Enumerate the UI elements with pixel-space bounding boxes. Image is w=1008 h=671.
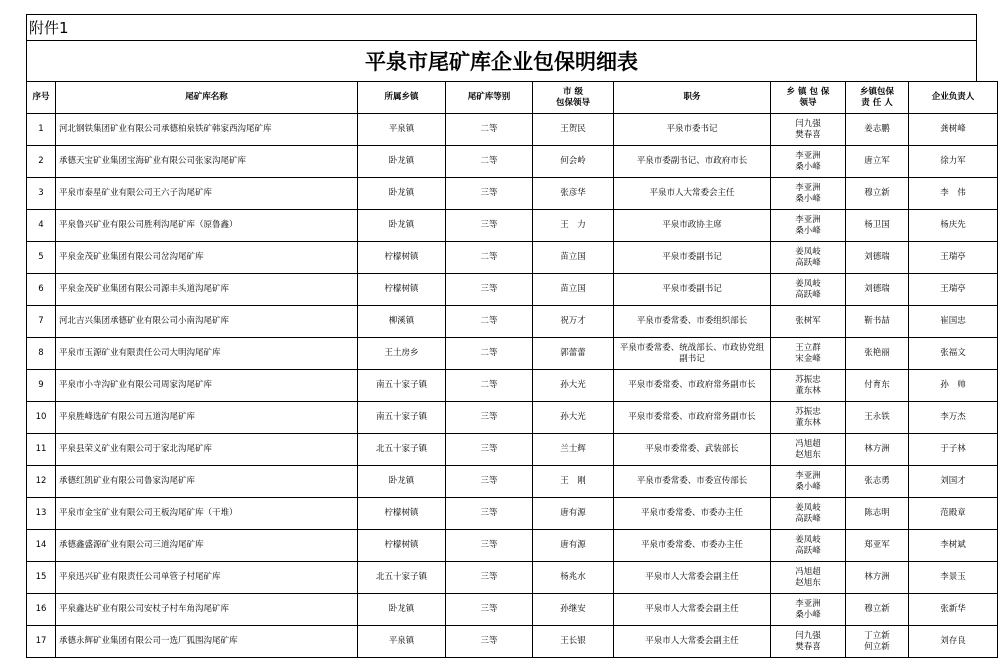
cell-duty: 平泉市委常委、市委办主任: [614, 498, 771, 530]
cell-name: 平泉市金宝矿业有限公司王板沟尾矿库（干堆）: [56, 498, 358, 530]
cell-seq: 11: [27, 434, 56, 466]
cell-owner: 崔国忠: [909, 306, 998, 338]
cell-grade: 三等: [446, 178, 533, 210]
cell-grade: 三等: [446, 466, 533, 498]
cell-town-leader: 闫九强 樊春喜: [771, 626, 846, 658]
cell-town-resp: 穆立新: [846, 178, 909, 210]
cell-grade: 二等: [446, 114, 533, 146]
cell-name: 平泉金茂矿业集团有限公司源丰头道沟尾矿库: [56, 274, 358, 306]
cell-seq: 7: [27, 306, 56, 338]
cell-city-leader: 王贺民: [533, 114, 614, 146]
cell-grade: 三等: [446, 562, 533, 594]
spreadsheet: [26, 14, 977, 658]
cell-name: 平泉市泰星矿业有限公司王六子沟尾矿库: [56, 178, 358, 210]
cell-owner: 李万杰: [909, 402, 998, 434]
cell-grade: 三等: [446, 498, 533, 530]
cell-seq: 8: [27, 338, 56, 370]
cell-name: 平泉迅兴矿业有限责任公司单管子村尾矿库: [56, 562, 358, 594]
cell-town-leader: 王立群 宋金峰: [771, 338, 846, 370]
cell-grade: 三等: [446, 210, 533, 242]
table-title: 平泉市尾矿库企业包保明细表: [26, 40, 977, 81]
table-row: [27, 594, 998, 626]
cell-town-leader: 姜凤岐 高跃峰: [771, 242, 846, 274]
cell-city-leader: 郭蕾蕾: [533, 338, 614, 370]
cell-town-leader: 姜凤岐 高跃峰: [771, 498, 846, 530]
cell-town-leader: 李亚洲 桑小峰: [771, 466, 846, 498]
cell-town-leader: 李亚洲 桑小峰: [771, 210, 846, 242]
cell-duty: 平泉市政协主席: [614, 210, 771, 242]
table-row: [27, 242, 998, 274]
cell-seq: 16: [27, 594, 56, 626]
cell-seq: 10: [27, 402, 56, 434]
cell-town-leader: 苏振忠 董东林: [771, 402, 846, 434]
cell-duty: 平泉市委常委、市委宣传部长: [614, 466, 771, 498]
cell-town: 平泉镇: [358, 114, 446, 146]
cell-city-leader: 王长银: [533, 626, 614, 658]
cell-grade: 二等: [446, 146, 533, 178]
cell-town-resp: 靳书喆: [846, 306, 909, 338]
cell-owner: 张新华: [909, 594, 998, 626]
cell-town: 卧龙镇: [358, 146, 446, 178]
table-row: [27, 402, 998, 434]
cell-seq: 17: [27, 626, 56, 658]
cell-city-leader: 王 刚: [533, 466, 614, 498]
cell-owner: 范殿章: [909, 498, 998, 530]
cell-city-leader: 张彦华: [533, 178, 614, 210]
cell-city-leader: 孙大光: [533, 370, 614, 402]
table-row: [27, 530, 998, 562]
cell-name: 平泉市小寺沟矿业有限公司周家沟尾矿库: [56, 370, 358, 402]
detail-table: [26, 81, 998, 658]
table-row: [27, 370, 998, 402]
cell-grade: 三等: [446, 274, 533, 306]
cell-seq: 12: [27, 466, 56, 498]
cell-owner: 龚树峰: [909, 114, 998, 146]
cell-name: 承德天宝矿业集团宝海矿业有限公司张家沟尾矿库: [56, 146, 358, 178]
header-city-leader: 市 级 包保领导: [533, 82, 614, 114]
cell-duty: 平泉市委常委、市政府常务副市长: [614, 370, 771, 402]
header-owner: 企业负责人: [909, 82, 998, 114]
table-row: [27, 114, 998, 146]
cell-town-resp: 穆立新: [846, 594, 909, 626]
cell-town-resp: 张志勇: [846, 466, 909, 498]
cell-town: 柠檬树镇: [358, 498, 446, 530]
cell-city-leader: 孙大光: [533, 402, 614, 434]
cell-owner: 李树斌: [909, 530, 998, 562]
cell-city-leader: 杨兆水: [533, 562, 614, 594]
cell-seq: 2: [27, 146, 56, 178]
cell-seq: 9: [27, 370, 56, 402]
cell-duty: 平泉市委副书记、市政府市长: [614, 146, 771, 178]
cell-grade: 三等: [446, 530, 533, 562]
cell-grade: 三等: [446, 626, 533, 658]
cell-owner: 刘国才: [909, 466, 998, 498]
cell-seq: 1: [27, 114, 56, 146]
cell-name: 平泉胜峰选矿有限公司五道沟尾矿库: [56, 402, 358, 434]
cell-name: 平泉县荣义矿业有限公司于家北沟尾矿库: [56, 434, 358, 466]
cell-name: 平泉鑫达矿业有限公司安杖子村车角沟尾矿库: [56, 594, 358, 626]
cell-duty: 平泉市人大常委会主任: [614, 178, 771, 210]
cell-seq: 15: [27, 562, 56, 594]
cell-town-leader: 冯旭超 赵旭东: [771, 562, 846, 594]
cell-owner: 张福文: [909, 338, 998, 370]
header-name: 尾矿库名称: [56, 82, 358, 114]
cell-owner: 刘存良: [909, 626, 998, 658]
cell-owner: 于子林: [909, 434, 998, 466]
cell-town-resp: 王永铁: [846, 402, 909, 434]
cell-grade: 二等: [446, 338, 533, 370]
cell-town: 柳溪镇: [358, 306, 446, 338]
cell-town-resp: 郑亚军: [846, 530, 909, 562]
cell-seq: 3: [27, 178, 56, 210]
cell-grade: 二等: [446, 370, 533, 402]
cell-grade: 三等: [446, 402, 533, 434]
cell-town-resp: 唐立军: [846, 146, 909, 178]
table-row: [27, 562, 998, 594]
cell-name: 承德红凯矿业有限公司鲁家沟尾矿库: [56, 466, 358, 498]
cell-town: 卧龙镇: [358, 178, 446, 210]
cell-town: 卧龙镇: [358, 466, 446, 498]
cell-town-leader: 苏振忠 董东林: [771, 370, 846, 402]
cell-town: 柠檬树镇: [358, 242, 446, 274]
cell-name: 平泉市玉源矿业有限责任公司大明沟尾矿库: [56, 338, 358, 370]
cell-town-resp: 陈志明: [846, 498, 909, 530]
header-grade: 尾矿库等别: [446, 82, 533, 114]
cell-city-leader: 苗立国: [533, 242, 614, 274]
cell-owner: 杨庆先: [909, 210, 998, 242]
cell-duty: 平泉市委常委、武装部长: [614, 434, 771, 466]
cell-city-leader: 唐有源: [533, 498, 614, 530]
table-row: [27, 146, 998, 178]
cell-town: 北五十家子镇: [358, 434, 446, 466]
cell-name: 平泉金茂矿业集团有限公司岔沟尾矿库: [56, 242, 358, 274]
cell-town-leader: 李亚洲 桑小峰: [771, 146, 846, 178]
table-row: [27, 338, 998, 370]
cell-duty: 平泉市人大常委会副主任: [614, 562, 771, 594]
cell-town-resp: 姜志鹏: [846, 114, 909, 146]
cell-town-leader: 张树军: [771, 306, 846, 338]
cell-name: 承德永辉矿业集团有限公司一选厂狐围沟尾矿库: [56, 626, 358, 658]
cell-town: 柠檬树镇: [358, 274, 446, 306]
cell-duty: 平泉市委常委、市委办主任: [614, 530, 771, 562]
cell-duty: 平泉市人大常委会副主任: [614, 626, 771, 658]
cell-city-leader: 王 力: [533, 210, 614, 242]
attachment-label: 附件1: [26, 14, 977, 40]
cell-town: 柠檬树镇: [358, 530, 446, 562]
cell-town-leader: 李亚洲 桑小峰: [771, 594, 846, 626]
cell-town: 南五十家子镇: [358, 402, 446, 434]
cell-grade: 二等: [446, 242, 533, 274]
cell-name: 河北吉兴集团承德矿业有限公司小南沟尾矿库: [56, 306, 358, 338]
cell-duty: 平泉市委常委、市政府常务副市长: [614, 402, 771, 434]
cell-town-leader: 冯旭超 赵旭东: [771, 434, 846, 466]
table-row: [27, 434, 998, 466]
cell-grade: 三等: [446, 434, 533, 466]
cell-town-resp: 刘德瑞: [846, 242, 909, 274]
cell-duty: 平泉市人大常委会副主任: [614, 594, 771, 626]
cell-seq: 13: [27, 498, 56, 530]
cell-city-leader: 何会岭: [533, 146, 614, 178]
cell-town-resp: 杨卫国: [846, 210, 909, 242]
cell-town-resp: 付育东: [846, 370, 909, 402]
header-seq: 序号: [27, 82, 56, 114]
cell-name: 承德鑫盛源矿业有限公司三道沟尾矿库: [56, 530, 358, 562]
cell-owner: 李景玉: [909, 562, 998, 594]
cell-town-leader: 姜凤岐 高跃峰: [771, 274, 846, 306]
cell-town-leader: 李亚洲 桑小峰: [771, 178, 846, 210]
cell-seq: 4: [27, 210, 56, 242]
cell-city-leader: 孙继安: [533, 594, 614, 626]
cell-town-leader: 闫九强 樊春喜: [771, 114, 846, 146]
cell-grade: 二等: [446, 306, 533, 338]
cell-town-leader: 姜凤岐 高跃峰: [771, 530, 846, 562]
header-town-leader: 乡 镇 包 保 领导: [771, 82, 846, 114]
cell-town: 北五十家子镇: [358, 562, 446, 594]
cell-owner: 孙 帅: [909, 370, 998, 402]
table-row: [27, 210, 998, 242]
table-row: [27, 274, 998, 306]
cell-city-leader: 兰士辉: [533, 434, 614, 466]
cell-town-resp: 刘德瑞: [846, 274, 909, 306]
cell-seq: 14: [27, 530, 56, 562]
header-duty: 职务: [614, 82, 771, 114]
cell-owner: 李 伟: [909, 178, 998, 210]
header-row: [27, 82, 998, 114]
cell-town: 王土房乡: [358, 338, 446, 370]
cell-town: 卧龙镇: [358, 210, 446, 242]
cell-owner: 王瑞亭: [909, 274, 998, 306]
cell-duty: 平泉市委常委、市委组织部长: [614, 306, 771, 338]
cell-city-leader: 苗立国: [533, 274, 614, 306]
cell-owner: 王瑞亭: [909, 242, 998, 274]
cell-duty: 平泉市委副书记: [614, 242, 771, 274]
cell-town-resp: 丁立新 何立新: [846, 626, 909, 658]
table-row: [27, 626, 998, 658]
cell-town: 卧龙镇: [358, 594, 446, 626]
cell-town: 南五十家子镇: [358, 370, 446, 402]
cell-city-leader: 唐有源: [533, 530, 614, 562]
header-town: 所属乡镇: [358, 82, 446, 114]
table-row: [27, 498, 998, 530]
cell-duty: 平泉市委副书记: [614, 274, 771, 306]
cell-town: 平泉镇: [358, 626, 446, 658]
table-row: [27, 178, 998, 210]
cell-seq: 5: [27, 242, 56, 274]
cell-town-resp: 林方洲: [846, 562, 909, 594]
cell-grade: 三等: [446, 594, 533, 626]
cell-name: 平泉鲁兴矿业有限公司胜利沟尾矿库（原鲁鑫）: [56, 210, 358, 242]
cell-town-resp: 林方洲: [846, 434, 909, 466]
cell-town-resp: 张艳丽: [846, 338, 909, 370]
header-town-resp: 乡镇包保 责 任 人: [846, 82, 909, 114]
cell-duty: 平泉市委书记: [614, 114, 771, 146]
table-row: [27, 466, 998, 498]
table-row: [27, 306, 998, 338]
cell-duty: 平泉市委常委、统战部长、市政协党组副书记: [614, 338, 771, 370]
cell-name: 河北钢铁集团矿业有限公司承德柏泉铁矿韩家西沟尾矿库: [56, 114, 358, 146]
cell-seq: 6: [27, 274, 56, 306]
cell-city-leader: 祝万才: [533, 306, 614, 338]
cell-owner: 徐力军: [909, 146, 998, 178]
